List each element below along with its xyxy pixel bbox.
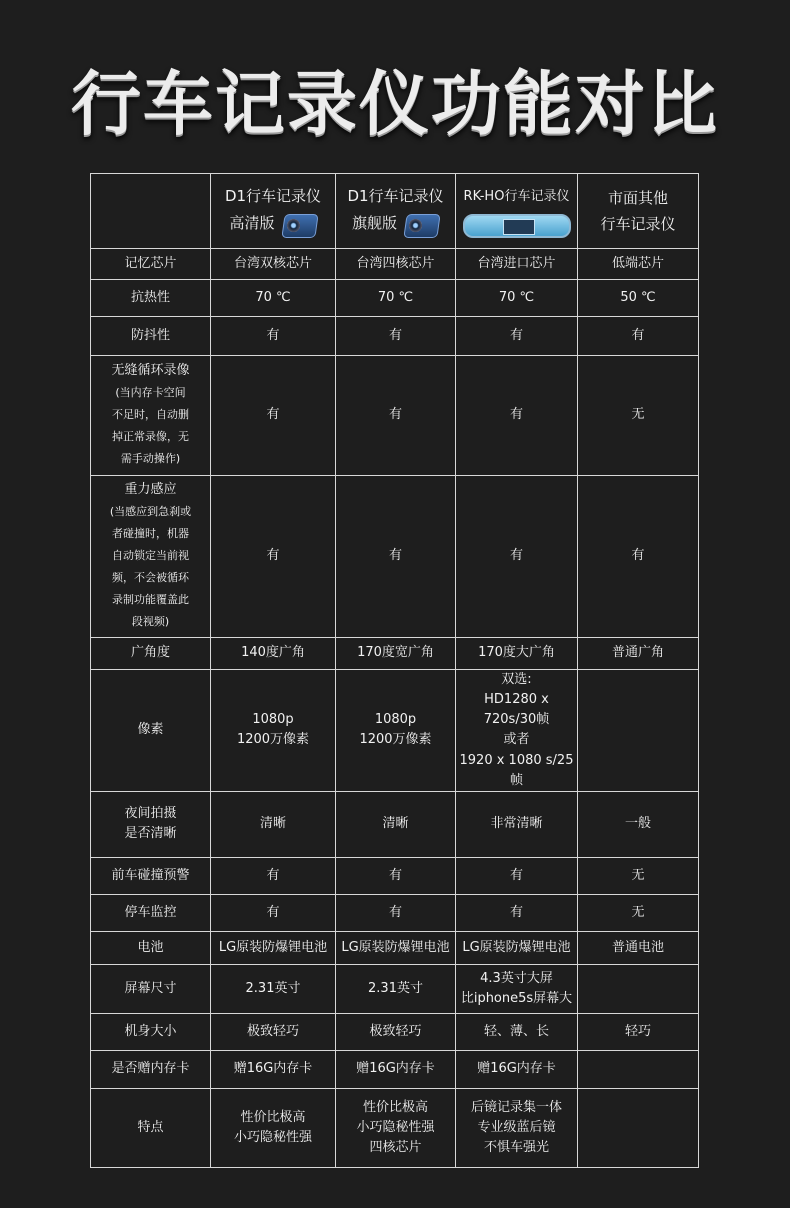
table-cell: 非常清晰 — [456, 791, 578, 857]
table-cell: 赠16G内存卡 — [211, 1050, 336, 1088]
row-label: 像素 — [91, 670, 211, 792]
table-cell — [578, 964, 699, 1013]
row-label: 夜间拍摄 是否清晰 — [91, 791, 211, 857]
table-cell: 有 — [211, 317, 336, 356]
mirror-dashcam-icon — [463, 214, 571, 238]
table-cell: 4.3英寸大屏 比iphone5s屏幕大 — [456, 964, 578, 1013]
table-cell: 清晰 — [336, 791, 456, 857]
table-row — [91, 964, 699, 1013]
table-row — [91, 857, 699, 894]
table-row — [91, 638, 699, 670]
table-cell: 赠16G内存卡 — [336, 1050, 456, 1088]
table-cell: 有 — [336, 857, 456, 894]
table-cell: 无 — [578, 894, 699, 931]
row-label: 无缝循环录像 (当内存卡空间 不足时，自动删 掉正常录像，无 需手动操作) — [91, 356, 211, 476]
table-cell: 1080p 1200万像素 — [336, 670, 456, 792]
table-cell: 170度大广角 — [456, 638, 578, 670]
table-cell: 性价比极高 小巧隐秘性强 — [211, 1088, 336, 1167]
table-cell: 70 ℃ — [336, 280, 456, 317]
table-cell: 有 — [336, 356, 456, 476]
row-label: 广角度 — [91, 638, 211, 670]
table-header-row — [91, 174, 699, 249]
header-d1-hd-sub: 高清版 — [229, 214, 275, 233]
header-rk-ho: RK-HO行车记录仪 — [456, 174, 578, 249]
table-cell: 清晰 — [211, 791, 336, 857]
table-cell — [578, 1088, 699, 1167]
row-label: 是否赠内存卡 — [91, 1050, 211, 1088]
table-cell: 有 — [211, 894, 336, 931]
table-cell: 1080p 1200万像素 — [211, 670, 336, 792]
table-cell: 140度广角 — [211, 638, 336, 670]
table-cell: 性价比极高 小巧隐秘性强 四核芯片 — [336, 1088, 456, 1167]
header-d1-flagship: D1行车记录仪 旗舰版 — [336, 174, 456, 249]
table-cell: 台湾四核芯片 — [336, 249, 456, 280]
table-cell: 有 — [211, 356, 336, 476]
table-cell: 70 ℃ — [456, 280, 578, 317]
table-cell: 轻巧 — [578, 1013, 699, 1050]
row-label: 机身大小 — [91, 1013, 211, 1050]
table-cell: 普通电池 — [578, 931, 699, 964]
table-row — [91, 670, 699, 792]
table-row — [91, 894, 699, 931]
table-row — [91, 931, 699, 964]
page-title: 行车记录仪功能对比 — [71, 63, 719, 145]
table-cell: 极致轻巧 — [336, 1013, 456, 1050]
table-row — [91, 356, 699, 476]
table-cell: 170度宽广角 — [336, 638, 456, 670]
table-cell: 70 ℃ — [211, 280, 336, 317]
header-d1-flagship-sub: 旗舰版 — [351, 214, 397, 233]
row-label: 重力感应 (当感应到急刹或 者碰撞时，机器 自动锁定当前视 频，不会被循环 录制功能覆盖此 段视频) — [91, 476, 211, 638]
table-cell: 有 — [336, 476, 456, 638]
table-row — [91, 280, 699, 317]
table-cell: 有 — [456, 857, 578, 894]
table-cell: 无 — [578, 356, 699, 476]
row-label: 记忆芯片 — [91, 249, 211, 280]
row-label: 屏幕尺寸 — [91, 964, 211, 1013]
table-cell — [578, 670, 699, 792]
table-cell: 2.31英寸 — [336, 964, 456, 1013]
table-row — [91, 1050, 699, 1088]
header-empty-cell — [91, 174, 211, 249]
table-cell — [578, 1050, 699, 1088]
table-cell: 有 — [456, 894, 578, 931]
table-row — [91, 1088, 699, 1167]
table-cell: LG原装防爆锂电池 — [336, 931, 456, 964]
table-cell: 有 — [211, 476, 336, 638]
table-cell: 有 — [456, 317, 578, 356]
table-cell: 后镜记录集一体 专业级蓝后镜 不惧车强光 — [456, 1088, 578, 1167]
table-cell: 轻、薄、长 — [456, 1013, 578, 1050]
table-cell: 极致轻巧 — [211, 1013, 336, 1050]
header-other-market: 市面其他 行车记录仪 — [578, 174, 699, 249]
table-cell: 有 — [578, 317, 699, 356]
table-row — [91, 791, 699, 857]
table-cell: LG原装防爆锂电池 — [456, 931, 578, 964]
table-cell: 赠16G内存卡 — [456, 1050, 578, 1088]
table-cell: 双选: HD1280 x 720s/30帧 或者 1920 x 1080 s/25帧 — [456, 670, 578, 792]
table-cell: 一般 — [578, 791, 699, 857]
header-d1-hd: D1行车记录仪 高清版 — [211, 174, 336, 249]
dashcam-icon — [281, 209, 317, 239]
row-label: 防抖性 — [91, 317, 211, 356]
row-label: 停车监控 — [91, 894, 211, 931]
table-cell: 有 — [456, 356, 578, 476]
table-cell: 无 — [578, 857, 699, 894]
table-cell: 有 — [578, 476, 699, 638]
table-cell: 2.31英寸 — [211, 964, 336, 1013]
table-cell: 低端芯片 — [578, 249, 699, 280]
table-cell: 普通广角 — [578, 638, 699, 670]
table-cell: 台湾双核芯片 — [211, 249, 336, 280]
row-label: 前车碰撞预警 — [91, 857, 211, 894]
table-cell: LG原装防爆锂电池 — [211, 931, 336, 964]
row-label: 电池 — [91, 931, 211, 964]
table-cell: 有 — [336, 317, 456, 356]
table-cell: 有 — [456, 476, 578, 638]
table-row — [91, 317, 699, 356]
dashcam-icon — [403, 209, 439, 239]
table-cell: 有 — [336, 894, 456, 931]
table-cell: 有 — [211, 857, 336, 894]
row-label: 特点 — [91, 1088, 211, 1167]
comparison-table — [90, 173, 699, 1168]
row-label: 抗热性 — [91, 280, 211, 317]
table-row — [91, 476, 699, 638]
table-row — [91, 1013, 699, 1050]
table-cell: 台湾进口芯片 — [456, 249, 578, 280]
table-row — [91, 249, 699, 280]
table-cell: 50 ℃ — [578, 280, 699, 317]
